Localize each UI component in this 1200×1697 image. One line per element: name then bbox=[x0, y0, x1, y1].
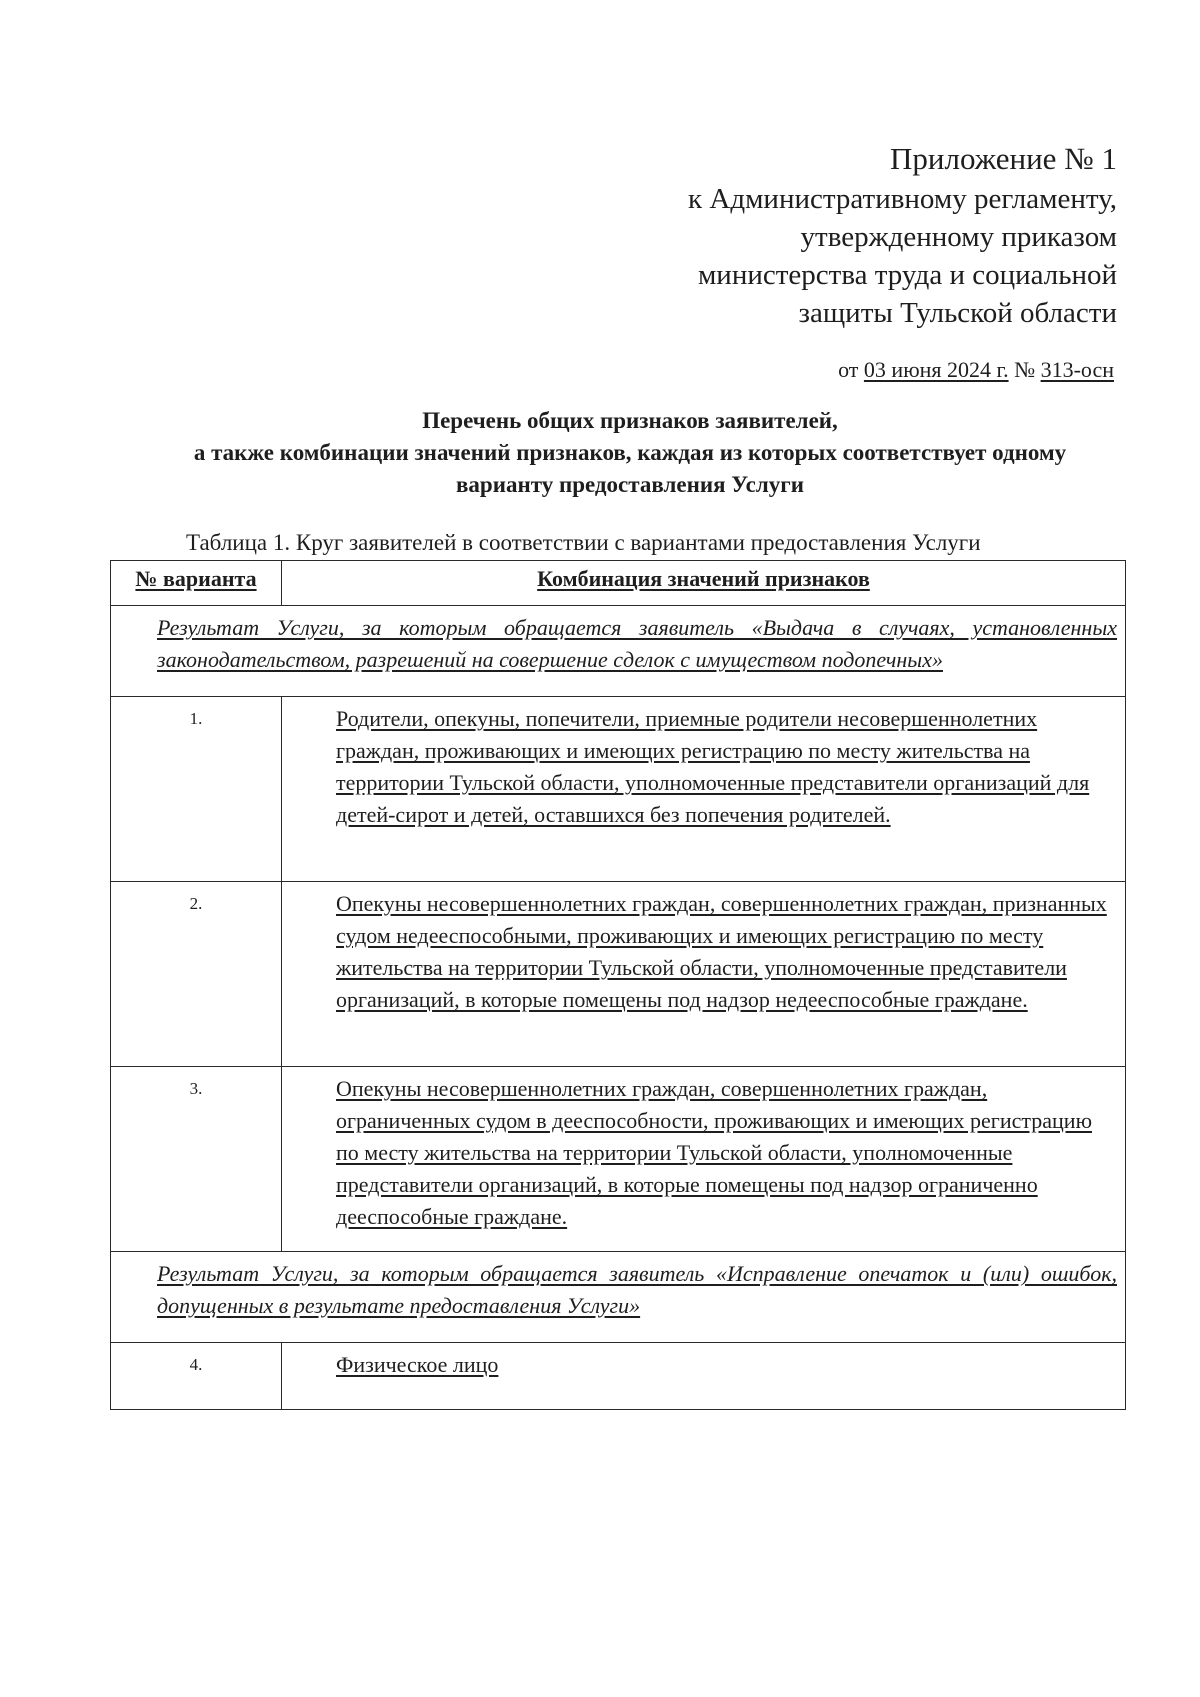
heading-line: варианту предоставления Услуги bbox=[456, 472, 804, 497]
variant-combination-text: Опекуны несовершеннолетних граждан, совершеннолетних граждан, ограниченных судом в дееспособности, проживающих и имеющих регистрацию по месту жительства на территории Тульской области, уполномоченные представители организаций, в которые помещены под надзор ограниченно дееспособные граждане. bbox=[336, 1076, 1093, 1229]
section-result-row bbox=[111, 1252, 1126, 1343]
variant-number: 2. bbox=[111, 882, 282, 1067]
appendix-line: к Административному регламенту, bbox=[688, 183, 1117, 215]
variant-combination bbox=[282, 1343, 1126, 1410]
variant-combination-text: Родители, опекуны, попечители, приемные родители несовершеннолетних граждан, проживающих и имеющих регистрацию по месту жительства на территории Тульской области, уполномоченные представители организаций для детей-сирот и детей, оставшихся без попечения родителей. bbox=[336, 706, 1090, 827]
variant-number: 4. bbox=[111, 1343, 282, 1410]
appendix-line: утвержденному приказом bbox=[800, 221, 1117, 253]
table-caption: Таблица 1. Круг заявителей в соответствии с вариантами предоставления Услуги bbox=[186, 530, 981, 555]
table-header-row bbox=[111, 561, 1126, 606]
heading-line: а также комбинации значений признаков, каждая из которых соответствует одному bbox=[193, 440, 1067, 465]
header-variant-number bbox=[111, 561, 282, 606]
variant-number: 1. bbox=[111, 697, 282, 882]
table-row bbox=[111, 1343, 1126, 1410]
appendix-line: защиты Тульской области bbox=[798, 297, 1117, 329]
variant-combination bbox=[282, 1067, 1126, 1252]
order-prefix: от bbox=[838, 357, 864, 382]
appendix-line: министерства труда и социальной bbox=[697, 259, 1117, 291]
variant-combination-text: Физическое лицо bbox=[336, 1352, 499, 1377]
heading-line: Перечень общих признаков заявителей, bbox=[422, 408, 838, 433]
document-heading bbox=[100, 405, 1160, 501]
variant-number: 3. bbox=[111, 1067, 282, 1252]
order-number-label: № bbox=[1008, 357, 1041, 382]
header-combination-label: Комбинация значений признаков bbox=[537, 566, 870, 591]
table-row bbox=[111, 697, 1126, 882]
appendix-title: Приложение № 1 bbox=[890, 141, 1117, 176]
section-result bbox=[111, 1252, 1126, 1343]
table-row bbox=[111, 1067, 1126, 1252]
variant-combination bbox=[282, 697, 1126, 882]
section-result-text: Результат Услуги, за которым обращается заявитель «Выдача в случаях, установленных законодательством, разрешений на совершение сделок с имуществом подопечных» bbox=[157, 615, 1117, 672]
variant-combination-text: Опекуны несовершеннолетних граждан, совершеннолетних граждан, признанных судом недееспособными, проживающих и имеющих регистрацию по месту жительства на территории Тульской области, уполномоченные представители организаций, в которые помещены под надзор недееспособные граждане. bbox=[336, 891, 1107, 1012]
section-result-row bbox=[111, 606, 1126, 697]
section-result-text: Результат Услуги, за которым обращается заявитель «Исправление опечаток и (или) ошибок, допущенных в результате предоставления Услуги» bbox=[157, 1261, 1117, 1318]
header-combination bbox=[282, 561, 1126, 606]
variant-combination bbox=[282, 882, 1126, 1067]
order-number: 313-осн bbox=[1040, 357, 1114, 382]
appendix-block bbox=[688, 140, 1117, 332]
order-date: 03 июня 2024 г. bbox=[863, 357, 1009, 382]
table-row bbox=[111, 882, 1126, 1067]
variants-table bbox=[110, 560, 1126, 1410]
section-result bbox=[111, 606, 1126, 697]
header-variant-number-label: № варианта bbox=[135, 566, 257, 591]
order-reference bbox=[838, 355, 1114, 385]
